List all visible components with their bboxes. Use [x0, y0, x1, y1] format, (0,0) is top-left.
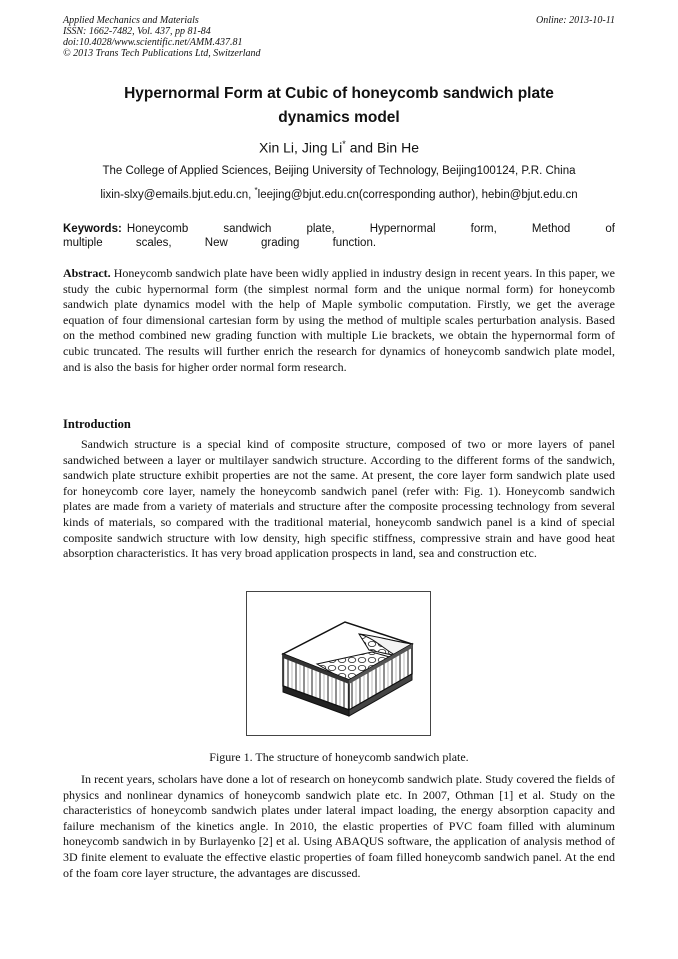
paper-title: [63, 82, 615, 130]
email-1: lixin-slxy@emails.bjut.edu.cn,: [100, 188, 255, 201]
keywords-label: Keywords:: [63, 223, 122, 235]
intro-paragraph-1: Sandwich structure is a special kind of composite structure, composed of two or more layers of panel sandwiched between a layer or multilayer sandwich structure. According to the different forms of the sandwich, sandwich plate structure exhibit properties are not the same. At present, the core layer form sandwich plate used for honeycomb core layer, namely the honeycomb sandwich panel (refer with: Fig. 1). Honeycomb sandwich plates are made from a variety of materials and structure after the composite processing technology from several kinds of materials, so compared with the traditional material, honeycomb sandwich panel is a kind of special composite sandwich structure with low density, high specific stiffness, compressive strain and have good heat absorption characteristics. It has very broad application prospects in land, sea and construction etc.: [63, 437, 615, 561]
abstract: [63, 266, 615, 375]
abstract-text: Honeycomb sandwich plate have been widly applied in industry design in recent years. In this paper, we study the cubic hypernormal form (the simplest normal form and the unique normal form) for honeycomb sandwich plate dynamics model with the help of Maple symbolic computation. Firstly, we get the average equation of four dimensional cartesian form by using the method of multiple scales perturbation analysis. Based on the method combined new grading function with multiple Lie brackets, we obtain the hypernormal form of cubic truncated. The results will further enrich the research for dynamics of honeycomb sandwich plate model, and is also the basis for higher order normal form research.: [63, 266, 615, 374]
corresponding-mark: *: [342, 139, 346, 149]
email-line: [63, 186, 615, 201]
doi-line: doi:10.4028/www.scientific.net/AMM.437.81: [63, 37, 243, 48]
title-line-2: dynamics model: [278, 109, 400, 126]
journal-header: [63, 15, 261, 59]
author-1: Xin Li: [259, 139, 295, 156]
journal-name: Applied Mechanics and Materials: [63, 15, 199, 26]
author-3: Bin He: [376, 139, 419, 156]
title-line-1: Hypernormal Form at Cubic of honeycomb sandwich plate: [124, 85, 554, 102]
corresponding-mark: *: [254, 186, 258, 195]
section-heading-introduction: Introduction: [63, 417, 131, 431]
author-2: Jing Li: [301, 139, 343, 156]
copyright-line: © 2013 Trans Tech Publications Ltd, Switzerland: [63, 48, 261, 59]
email-2: leejing@bjut.edu.cn(corresponding author), hebin@bjut.edu.cn: [257, 188, 578, 201]
figure-1-caption: Figure 1. The structure of honeycomb sandwich plate.: [209, 750, 469, 764]
figure-1: [246, 591, 431, 736]
abstract-label: Abstract.: [63, 266, 111, 280]
author-separator: ,: [294, 139, 302, 156]
intro-paragraph-2: In recent years, scholars have done a lot of research on honeycomb sandwich plate. Study covered the fields of physics and nonlinear dynamics of honeycomb sandwich plate etc. In 2007, Othman [1] et al. Study on the characteristics of honeycomb sandwich plates under lateral impact loading, the energy absorption capacity and failure mechanism of the kinetics angle. In 2010, the elastic properties of PVC foam filled with aluminum honeycomb sandwich in by Burlayenko [2] et al. Using ABAQUS software, the application of analysis method of 3D finite element to evaluate the effective elastic properties of foam filled honeycomb sandwich panel. At the end of the foam core layer structure, the advantages are discussed.: [63, 772, 615, 880]
keywords-text: Honeycomb sandwich plate, Hypernormal form, Method of multiple scales, New grading function.: [63, 223, 615, 249]
keywords: [63, 222, 615, 250]
author-list: [63, 139, 615, 156]
issn-line: ISSN: 1662-7482, Vol. 437, pp 81-84: [63, 26, 211, 37]
online-date: Online: 2013-10-11: [536, 15, 615, 26]
affiliation: The College of Applied Sciences, Beijing University of Technology, Beijing100124, P.R. China: [102, 165, 576, 177]
honeycomb-sandwich-illustration: [247, 592, 430, 735]
author-separator: and: [345, 139, 377, 156]
